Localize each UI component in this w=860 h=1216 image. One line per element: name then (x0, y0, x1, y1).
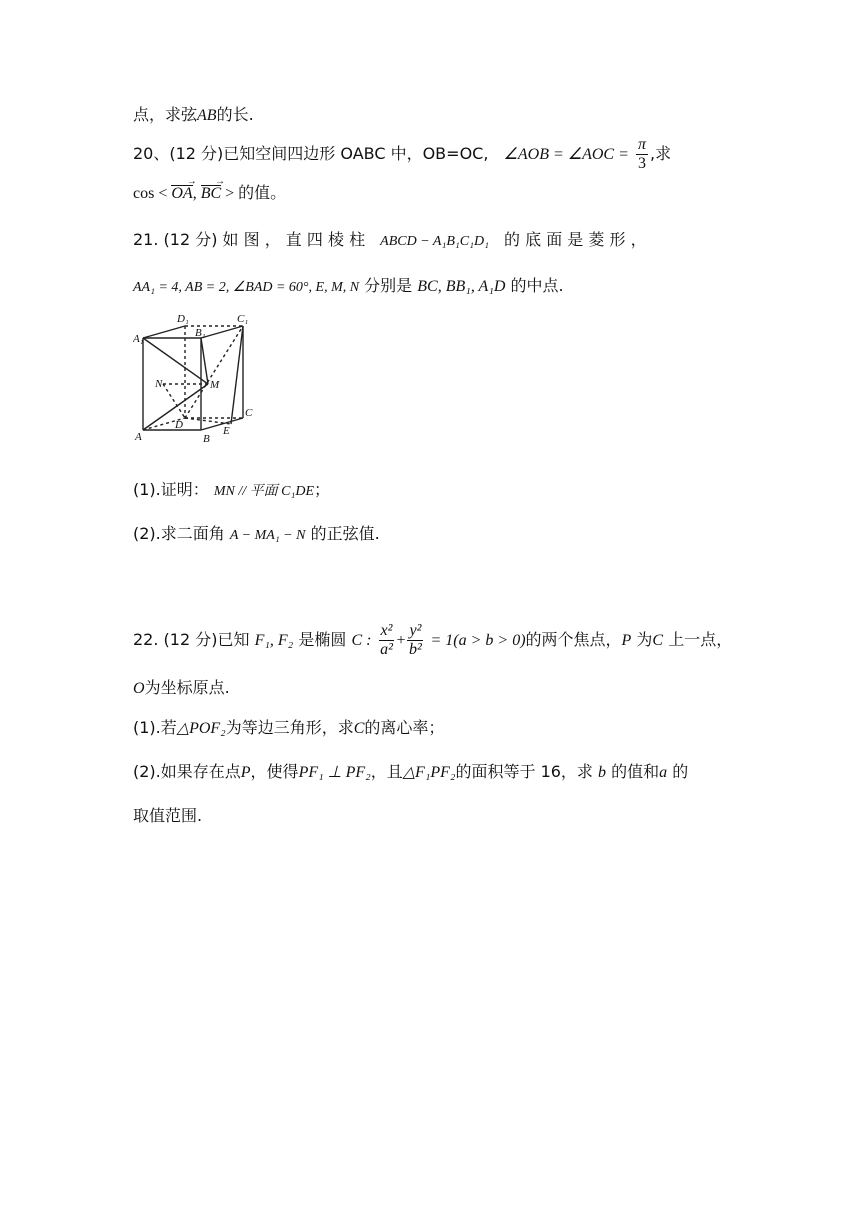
q21-part2-end: 的正弦值. (310, 524, 380, 543)
q21-line2 (133, 274, 564, 300)
label-n: N (155, 378, 163, 390)
label-m: M (210, 379, 220, 391)
q22-part1 (133, 716, 444, 741)
label-a1: A₁ (133, 333, 144, 345)
q19-text: 点，求弦 (133, 105, 198, 124)
q22-line2 (133, 676, 230, 701)
q21-line1 (133, 228, 647, 254)
q21-conditions: AA₁ = 4, AB = 2, ∠BAD = 60°, E, M, N (133, 280, 360, 295)
q22-p1-text: 为等边三角形，求 (225, 718, 354, 737)
q22-p1-label: (1).若 (133, 718, 177, 737)
q22-frac-x (379, 622, 395, 659)
q21-number: 21. (12 分) 如 图 ， 直 四 棱 柱 (133, 230, 366, 249)
q21-points: BC, BB₁, A₁D (417, 278, 506, 295)
prism-figure (133, 312, 263, 457)
q22-p: P (621, 632, 632, 649)
q22-p2-label: (2).如果存在点 (133, 762, 241, 781)
q20-tail: ,求 (650, 144, 672, 163)
q21-desc: 的 底 面 是 菱 形 ， (504, 230, 647, 249)
q21-part1-math: MN // 平面 C₁DE (213, 484, 315, 499)
q22-triangle: △POF₂ (176, 720, 226, 737)
q22-perp: PF₁ ⊥ PF₂ (298, 764, 371, 781)
q22-x2: x² (380, 622, 393, 639)
q20-line2: cos < OA →, BC → > 的值。 (133, 181, 286, 206)
q19-text-end: 的长. (216, 105, 254, 124)
q20-three: 3 (638, 155, 646, 172)
q22-part2 (133, 760, 688, 785)
q20-cos: cos (133, 185, 155, 202)
q22-y2: y² (409, 622, 422, 639)
q21-mid2: 的中点. (510, 276, 564, 295)
q22-b: b (598, 764, 607, 781)
q20-vector-bc: BC → (201, 185, 221, 202)
q19-ab: AB (197, 107, 217, 124)
q22-foci-text: 的两个焦点， (525, 630, 622, 649)
label-d1: D₁ (177, 313, 189, 325)
q22-last: 取值范围. (133, 806, 203, 825)
q21-mid1: 分别是 (364, 276, 413, 295)
q22-p2-value: 的值和 (611, 762, 660, 781)
q22-p2-of: 的 (672, 762, 689, 781)
q22-point: 上一点， (668, 630, 733, 649)
q22-p2-text: ，使得 (250, 762, 299, 781)
q22-p2-area: 的面积等于 16，求 (455, 762, 593, 781)
q22-p1-end: 的离心率； (364, 718, 445, 737)
q21-part2 (133, 522, 380, 548)
q22-p2-and: ，且 (370, 762, 403, 781)
q21-prism: ABCD − A₁B₁C₁D₁ (380, 234, 489, 249)
q22-on: 为 (636, 630, 653, 649)
q22-p1-c: C (353, 720, 365, 737)
q21-part1-end: ； (314, 480, 331, 499)
q20-number: 20、(12 分)已知空间四边形 OABC 中，OB=OC, (133, 144, 489, 163)
label-b1: B₁ (195, 327, 206, 339)
q22-frac-y (407, 622, 423, 659)
q22-line1: 22. (12 分)已知 F₁, F₂ 是椭圆 C : $\frac{\text{x²}}{\text{a²}}$ + $\frac{\text{y²}}{\text{b²}}$ = 1(a > b > 0)的两个焦点，P 为C 上一点， (133, 622, 733, 658)
q20-fraction (636, 136, 648, 173)
q22-a: a (659, 764, 668, 781)
q22-p2-p: P (240, 764, 251, 781)
label-c1: C₁ (237, 313, 249, 325)
q22-foci-vars: F₁, F₂ (254, 632, 294, 649)
q21-part2-label: (2).求二面角 (133, 524, 225, 543)
label-b: B (203, 433, 210, 445)
q20-angle-eq: ∠AOB = ∠AOC = (503, 146, 629, 163)
q20-line1 (133, 136, 671, 173)
q22-origin: 为坐标原点. (144, 678, 230, 697)
q22-eq: = 1(a > b > 0) (430, 632, 526, 649)
q21-part1 (133, 478, 330, 504)
q22-line-last (133, 804, 202, 828)
label-e: E (223, 425, 230, 437)
label-c: C (245, 407, 253, 419)
q22-o: O (133, 680, 145, 697)
label-d: D (175, 419, 183, 431)
q22-c2: C (652, 632, 664, 649)
q22-number: 22. (12 分)已知 (133, 630, 250, 649)
q22-c: C : (351, 632, 372, 649)
q22-a2: a² (380, 641, 393, 658)
q19-tail-line (133, 103, 254, 128)
q22-triangle2: △F₁PF₂ (402, 764, 456, 781)
q20-vector-oa: OA → (171, 185, 192, 202)
q20-tail2: 的值。 (238, 183, 287, 202)
q22-is: 是椭圆 (298, 630, 347, 649)
label-a: A (135, 431, 142, 443)
q21-part1-label: (1).证明： (133, 480, 209, 499)
q21-part2-math: A − MA₁ − N (229, 528, 306, 543)
q20-pi: π (638, 136, 647, 153)
q22-b2: b² (409, 641, 422, 658)
